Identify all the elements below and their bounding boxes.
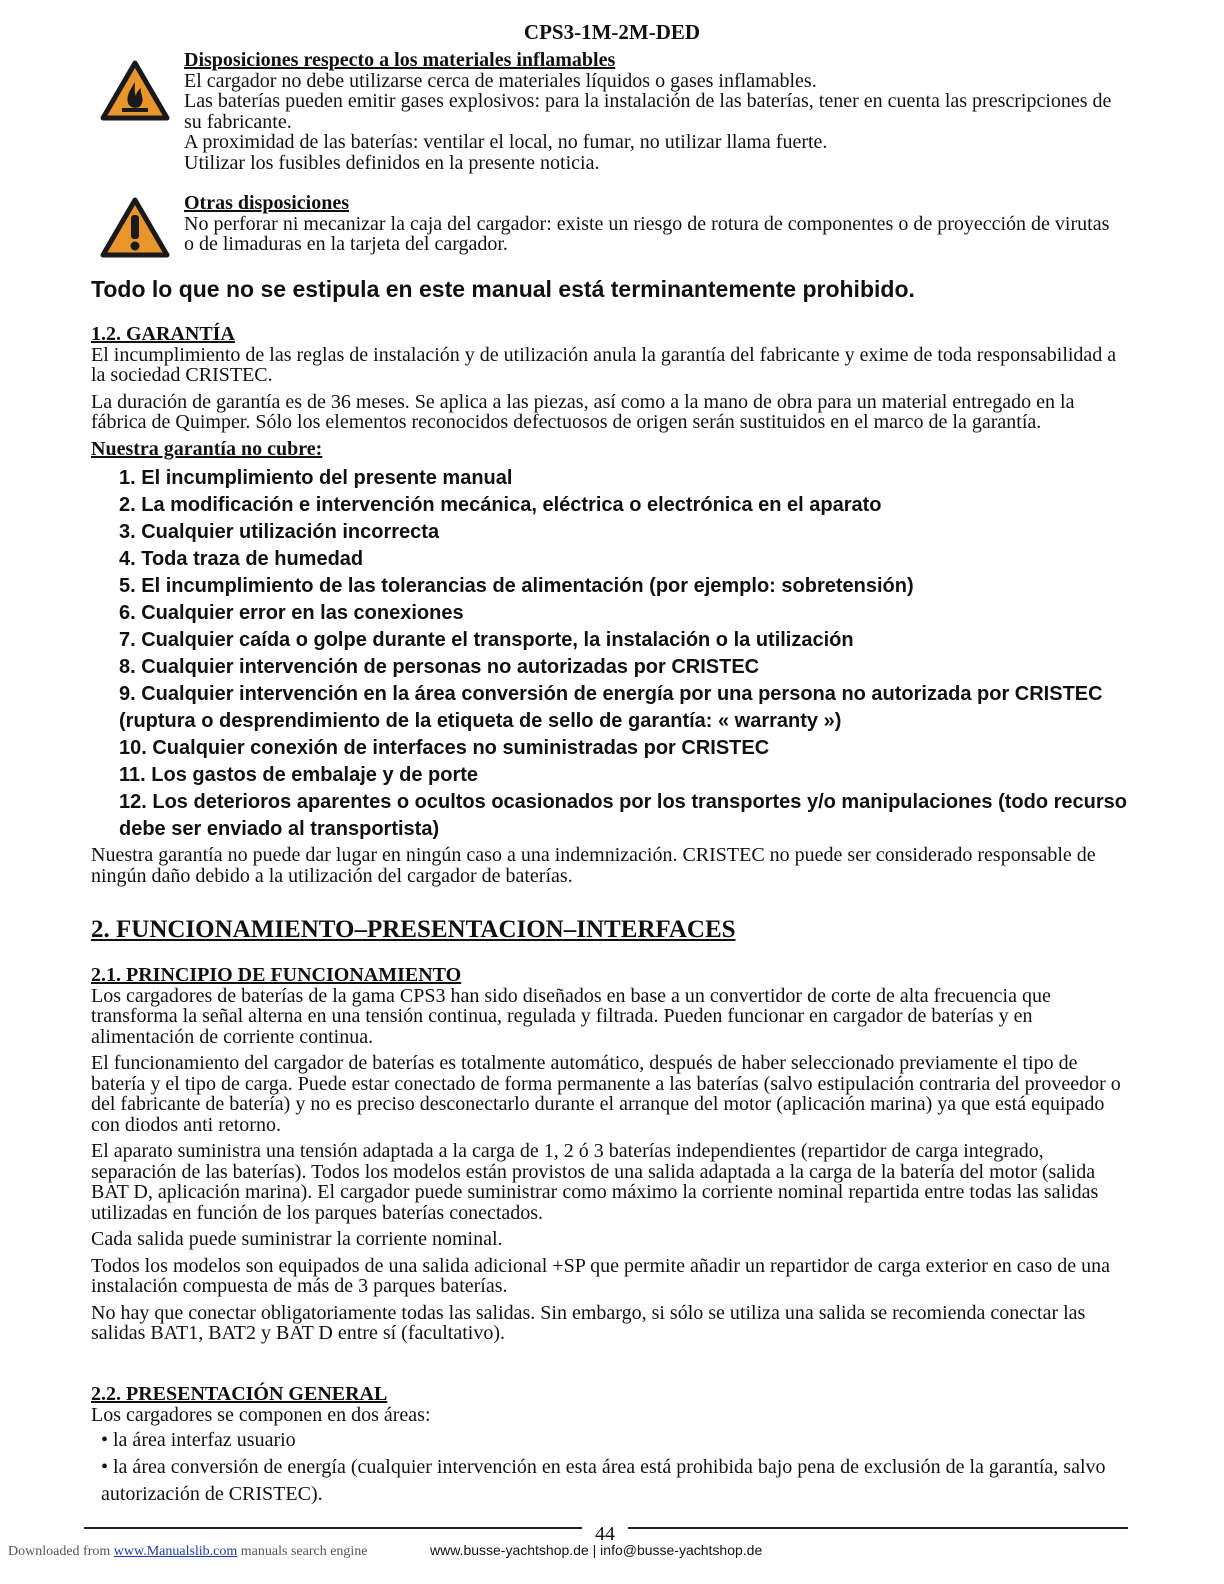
- flammable-line: Utilizar los fusibles definidos en la presente noticia.: [184, 151, 600, 174]
- flammable-warning-icon: [100, 60, 170, 122]
- warranty-heading: 1.2. GARANTÍA: [91, 323, 235, 345]
- principle-paragraph: Cada salida puede suministrar la corriente nominal.: [91, 1228, 503, 1250]
- footer-shop-contact: www.busse-yachtshop.de | info@busse-yachtshop.de: [430, 1542, 763, 1558]
- principle-paragraph: Todos los modelos son equipados de una salida adicional +SP que permite añadir un repartidor de carga exterior en caso de una instalación compuesta de más de 3 parques baterías.: [91, 1254, 1111, 1297]
- list-item: 1. El incumplimiento del presente manual: [119, 467, 513, 489]
- prohibited-notice: Todo lo que no se estipula en este manual está terminantemente prohibido.: [91, 276, 915, 302]
- principle-section: [91, 965, 1131, 1350]
- presentation-heading: 2.2. PRESENTACIÓN GENERAL: [91, 1383, 388, 1405]
- list-item: 6. Cualquier error en las conexiones: [119, 602, 464, 624]
- page-title: CPS3-1M-2M-DED: [523, 20, 701, 44]
- section-2-heading: 2. FUNCIONAMIENTO–PRESENTACION–INTERFACES: [91, 916, 736, 943]
- flammable-section: [100, 50, 1130, 180]
- page-number: 44: [595, 1523, 615, 1545]
- list-item: 11. Los gastos de embalaje y de porte: [119, 764, 479, 786]
- principle-heading: 2.1. PRINCIPIO DE FUNCIONAMIENTO: [91, 964, 462, 986]
- flammable-line: A proximidad de las baterías: ventilar el local, no fumar, no utilizar llama fuerte.: [184, 131, 828, 153]
- flammable-line: El cargador no debe utilizarse cerca de materiales líquidos o gases inflamables.: [184, 69, 817, 92]
- warranty-paragraph: El incumplimiento de las reglas de instalación y de utilización anula la garantía del fabricante y exime de toda responsabilidad a la sociedad CRISTEC.: [91, 343, 1117, 386]
- download-prefix: Downloaded from: [8, 1544, 111, 1559]
- other-paragraph: No perforar ni mecanizar la caja del cargador: existe un riesgo de rotura de componentes o de proyección de virutas o de limaduras en la tarjeta del cargador.: [184, 212, 1110, 255]
- warranty-section: [91, 324, 1131, 892]
- principle-paragraph: El funcionamiento del cargador de baterías es totalmente automático, después de haber seleccionado previamente el tipo de batería y el tipo de carga. Puede estar conectado de forma permanente a las baterías (salvo estipulación contraria del proveedor o del fabricante de batería) y no es preciso desconectarlo durante el arranque del motor (aplicación marina) ya que está equipado con diodos anti retorno.: [91, 1052, 1121, 1136]
- footer-download-note: [8, 1544, 368, 1560]
- footer-rule-right: [628, 1527, 1128, 1529]
- flammable-heading: Disposiciones respecto a los materiales inflamables: [184, 49, 616, 71]
- list-item: • la área interfaz usuario: [101, 1429, 296, 1451]
- presentation-intro: Los cargadores se componen en dos áreas:: [91, 1403, 431, 1426]
- other-text: [184, 193, 1114, 255]
- warranty-closing: Nuestra garantía no puede dar lugar en ningún caso a una indemnización. CRISTEC no puede ser considerado responsable de ningún daño debido a la utilización del cargador de baterías.: [91, 844, 1096, 887]
- download-suffix: manuals search engine: [240, 1544, 368, 1559]
- manualslib-link[interactable]: www.Manualslib.com: [113, 1544, 238, 1559]
- list-item: 5. El incumplimiento de las tolerancias de alimentación (por ejemplo: sobretensión): [119, 575, 914, 597]
- other-heading: Otras disposiciones: [184, 192, 350, 214]
- warranty-paragraph: La duración de garantía es de 36 meses. Se aplica a las piezas, así como a la mano de obra para un material entregado en la fábrica de Quimper. Sólo los elementos reconocidos defectuosos de origen serán sustituidos en el marco de la garantía.: [91, 390, 1075, 433]
- other-section: [100, 193, 1130, 263]
- principle-paragraph: No hay que conectar obligatoriamente todas las salidas. Sin embargo, si sólo se utiliza una salida se recomienda conectar las salidas BAT1, BAT2 y BAT D entre sí (facultativo).: [91, 1301, 1086, 1344]
- list-item: 2. La modificación e intervención mecánica, eléctrica o electrónica en el aparato: [119, 494, 882, 516]
- flammable-text: [184, 50, 1114, 173]
- presentation-list: [91, 1427, 1131, 1508]
- general-warning-icon: [100, 197, 170, 259]
- not-covered-heading: Nuestra garantía no cubre:: [91, 437, 323, 460]
- presentation-section: [91, 1384, 1131, 1508]
- list-item: 8. Cualquier intervención de personas no autorizadas por CRISTEC: [119, 656, 760, 678]
- not-covered-list: [91, 465, 1131, 843]
- list-item: 4. Toda traza de humedad: [119, 548, 364, 570]
- list-item: 3. Cualquier utilización incorrecta: [119, 521, 440, 543]
- list-item: • la área conversión de energía (cualquier intervención en esta área está prohibida bajo pena de exclusión de la garantía, salvo autorización de CRISTEC).: [101, 1456, 1106, 1505]
- footer-rule-left: [84, 1527, 582, 1529]
- principle-paragraph: El aparato suministra una tensión adaptada a la carga de 1, 2 ó 3 baterías independientes (repartidor de carga integrado, separación de las baterías). Todos los modelos están provistos de una salida adaptada a la carga de la batería del motor (salida BAT D, aplicación marina). El cargador puede suministrar como máximo la corriente nominal repartida entre todas las salidas utilizadas en función de los parques baterías conectados.: [91, 1140, 1099, 1224]
- list-item: 9. Cualquier intervención en la área conversión de energía por una persona no autorizada por CRISTEC (ruptura o desprendimiento de la etiqueta de sello de garantía: « warranty »): [119, 683, 1103, 732]
- principle-paragraph: Los cargadores de baterías de la gama CPS3 han sido diseñados en base a un convertidor de corte de alta frecuencia que transforma la señal alterna en una tensión continua, regulada y filtrada. Pueden funcionar en cargador de baterías y en alimentación de corriente continua.: [91, 984, 1051, 1048]
- list-item: 10. Cualquier conexión de interfaces no suministradas por CRISTEC: [119, 737, 770, 759]
- list-item: 7. Cualquier caída o golpe durante el transporte, la instalación o la utilización: [119, 629, 854, 651]
- list-item: 12. Los deterioros aparentes o ocultos ocasionados por los transportes y/o manipulaciones (todo recurso debe ser enviado al transportista): [119, 791, 1128, 840]
- flammable-line: Las baterías pueden emitir gases explosivos: para la instalación de las baterías, tener en cuenta las prescripciones de su fabricante.: [184, 90, 1112, 133]
